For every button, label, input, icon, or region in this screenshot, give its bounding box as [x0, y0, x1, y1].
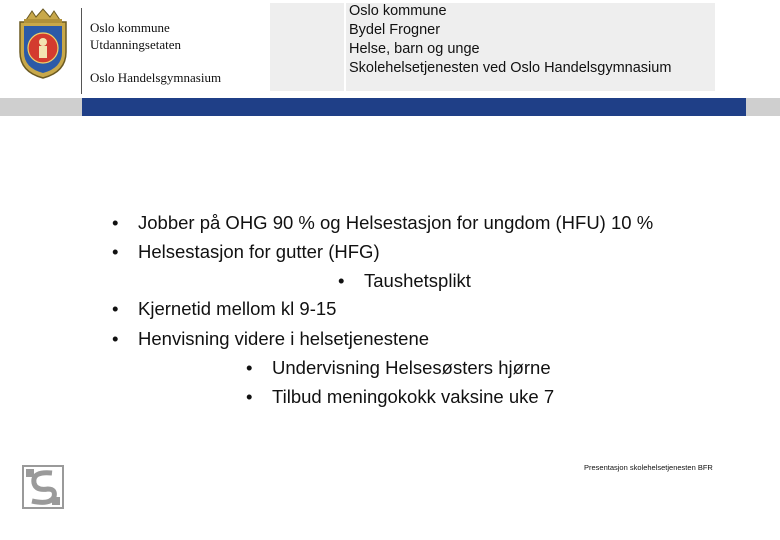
list-item: • Kjernetid mellom kl 9-15 — [112, 298, 337, 319]
org-school: Oslo Handelsgymnasium — [90, 70, 222, 85]
header-line: Oslo kommune — [349, 3, 447, 19]
list-item: • Undervisning Helsesøsters hjørne — [246, 357, 551, 378]
header-line: Skolehelsetjenesten ved Oslo Handelsgymnasium — [349, 60, 672, 76]
org-name: Oslo kommune — [90, 20, 170, 35]
list-item: • Tilbud meningokokk vaksine uke 7 — [246, 386, 555, 407]
header-line: Bydel Frogner — [349, 22, 441, 38]
list-item: • Jobber på OHG 90 % og Helsestasjon for ungdom (HFU) 10 % — [112, 212, 654, 233]
org-department: Utdanningsetaten — [90, 37, 181, 52]
header-line: Helse, barn og unge — [349, 41, 480, 57]
list-item: • Henvisning videre i helsetjenestene — [112, 328, 430, 349]
list-item: • Helsestasjon for gutter (HFG) — [112, 241, 380, 262]
footer-caption: Presentasjon skolehelsetjenesten BFR — [584, 463, 713, 472]
list-item: • Taushetsplikt — [338, 270, 471, 291]
oslo-logo-icon — [22, 465, 64, 509]
